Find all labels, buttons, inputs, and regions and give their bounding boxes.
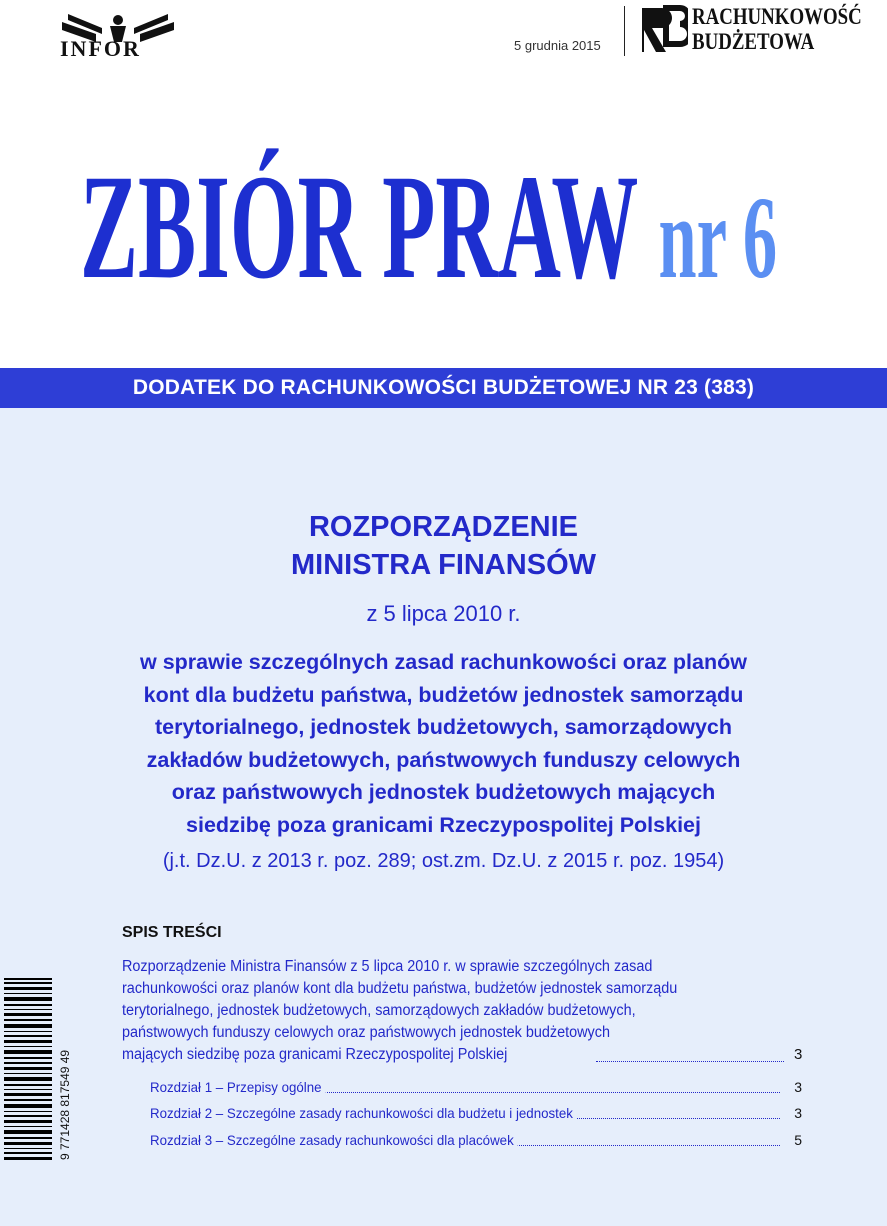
toc-chapter-1[interactable]: [150, 1079, 802, 1099]
header-area: [0, 0, 887, 368]
toc-chapter-page: 3: [794, 1079, 802, 1095]
title-main: ZBIÓR PRAW: [80, 144, 637, 310]
toc-chapter-page: 5: [794, 1132, 802, 1148]
supplement-band: [0, 368, 887, 408]
issue-date: 5 grudnia 2015: [514, 38, 601, 53]
barcode-digits: 9 771428 817549 49: [58, 1049, 72, 1160]
toc-leader-dots: [596, 1061, 784, 1062]
toc-chapter-label: Rozdział 2 – Szczególne zasady rachunkowości dla budżetu i jednostek: [150, 1105, 577, 1121]
title-issue-number: nr 6: [658, 172, 778, 303]
publisher-name: INFOR: [60, 36, 141, 61]
rb-logo-icon: [640, 4, 688, 56]
toc-chapter-page: 3: [794, 1105, 802, 1121]
magazine-name: RACHUNKOWOŚĆ BUDŻETOWA: [692, 4, 862, 54]
supplement-text: DODATEK DO RACHUNKOWOŚCI BUDŻETOWEJ NR 23 (383): [132, 376, 755, 399]
regulation-reference: (j.t. Dz.U. z 2013 r. poz. 289; ost.zm. Dz.U. z 2015 r. poz. 1954): [162, 850, 725, 872]
barcode-icon: [4, 978, 52, 1160]
toc-main-page: 3: [794, 1046, 803, 1063]
regulation-title: ROZPORZĄDZENIE MINISTRA FINANSÓW: [290, 511, 596, 581]
toc-chapter-2[interactable]: [150, 1105, 802, 1125]
page-title: [80, 144, 778, 310]
toc-chapter-label: Rozdział 3 – Szczególne zasady rachunkowości dla placówek: [150, 1132, 518, 1148]
toc-chapter-label: Rozdział 1 – Przepisy ogólne: [150, 1079, 325, 1095]
regulation-subject: w sprawie szczególnych zasad rachunkowości oraz planów kont dla budżetu państwa, budżetów jednostek samorządu terytorialnego, jednostek budżetowych, samorządowych zakładów budżetowych, państwowych funduszy celowych oraz państwowych jednostek budżetowych mających siedzibę poza granicami Rzeczypospolitej Polskiej: [140, 650, 747, 837]
regulation-date: z 5 lipca 2010 r.: [366, 601, 521, 626]
toc-chapter-3[interactable]: [150, 1132, 802, 1152]
toc-heading: SPIS TREŚCI: [122, 924, 222, 941]
toc-main-entry[interactable]: Rozporządzenie Ministra Finansów z 5 lipca 2010 r. w sprawie szczególnych zasad rachunkowości oraz planów kont dla budżetu państwa, budżetów jednostek samorządu terytorialnego, jednostek budżetowych, samorządowych zakładów budżetowych, państwowych funduszy celowych oraz państwowych jednostek budżetowych mających siedzibę poza granicami Rzeczypospolitej Polskiej: [122, 958, 678, 1063]
header-divider: [624, 6, 625, 56]
